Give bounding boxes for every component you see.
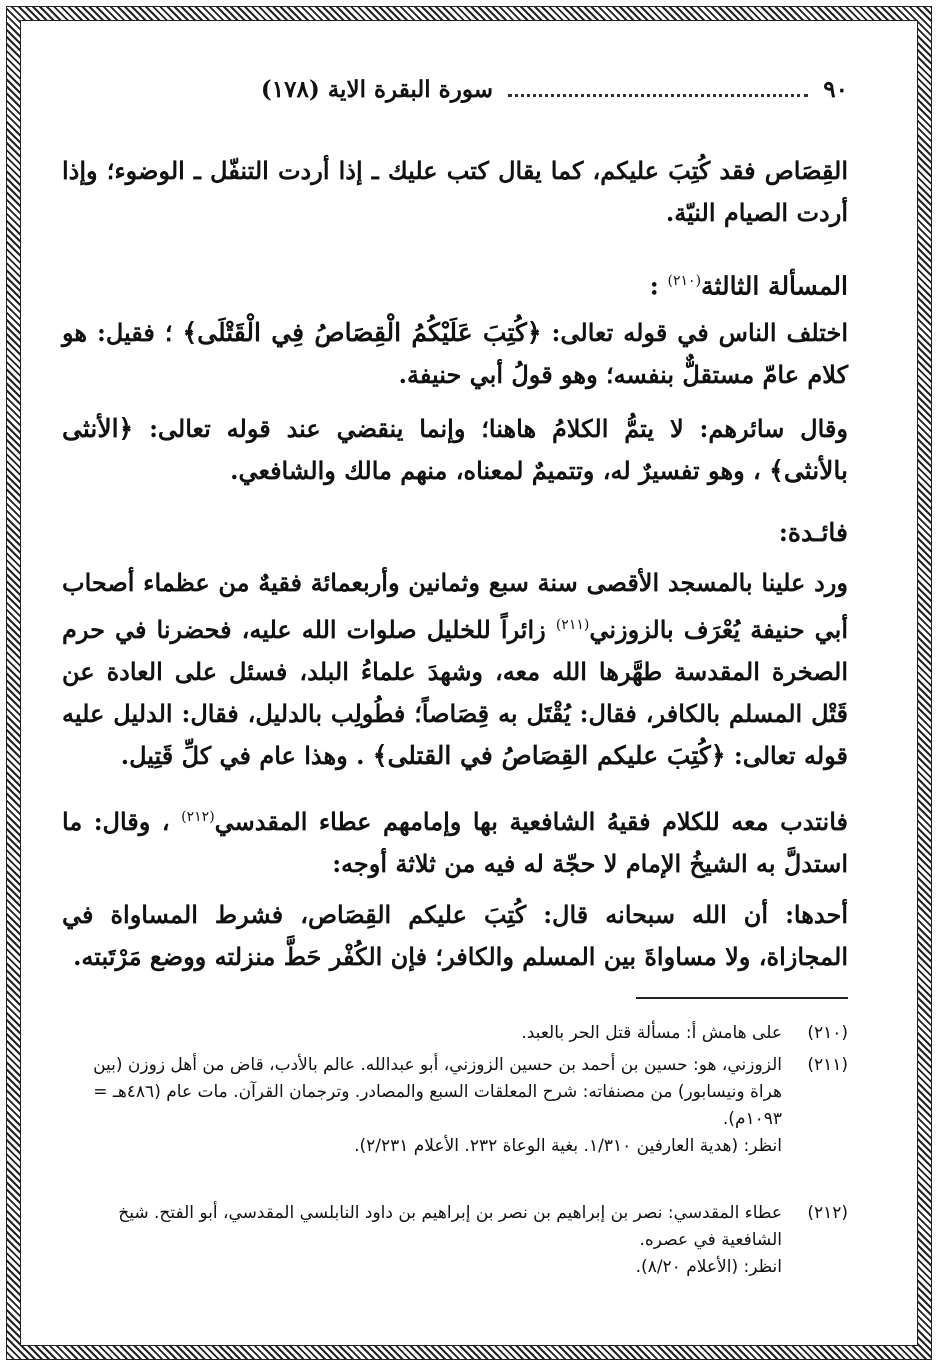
paragraph-4-part-1: ورد علينا بالمسجد الأقصى سنة سبع وثمانين وأربعمائة فقيهٌ من عظماء أصحاب أبي حنيفة يُعْرَف بالزوزني bbox=[62, 568, 848, 644]
header-leader-dots bbox=[508, 74, 808, 97]
footnote-ref-212: (٢١٢) bbox=[181, 809, 215, 825]
footnote-reference: انظر: (هدية العارفين ١/٣١٠. بغية الوعاة ٢٣٢. الأعلام ٢/٢٣١). bbox=[354, 1136, 782, 1156]
footnote-reference: انظر: (الأعلام ٨/٢٠). bbox=[635, 1257, 782, 1277]
paragraph-3-rest: ، وهو تفسيرٌ له، وتتميمٌ لمعناه، منهم مالك والشافعي. bbox=[230, 456, 761, 485]
footnote-number: (٢١١) bbox=[807, 1055, 848, 1075]
footnote-ref-210: (٢١٠) bbox=[667, 273, 702, 289]
section-heading bbox=[650, 260, 848, 307]
footnote-211 bbox=[62, 1052, 848, 1160]
paragraph-3 bbox=[62, 408, 848, 492]
quran-verse-2: ﴿الأنثى بالأنثى﴾ bbox=[62, 414, 848, 485]
chapter-title: سورة البقرة الاية (١٧٨) bbox=[260, 76, 493, 103]
section-heading-text: المسألة الثالثة bbox=[701, 271, 848, 301]
footnote-212 bbox=[62, 1200, 848, 1281]
footnote-text: عطاء المقدسي: نصر بن إبراهيم بن نصر بن إبراهيم بن داود النابلسي المقدسي، أبو الفتح. شيخ الشافعية في عصره. bbox=[118, 1203, 782, 1250]
footnote-separator bbox=[636, 997, 848, 999]
footnote-text: على هامش أ: مسألة قتل الحر بالعبد. bbox=[521, 1023, 782, 1043]
running-header bbox=[62, 70, 848, 110]
quran-verse-3: ﴿كُتِبَ عليكم القِصَاصُ في القتلى﴾ bbox=[372, 741, 726, 770]
page-number: ٩٠ bbox=[823, 76, 848, 103]
paragraph-2 bbox=[62, 312, 848, 396]
paragraph-1: القِصَاص فقد كُتِبَ عليكم، كما يقال كتب عليك ـ إذا أردت التنفّل ـ الوضوء؛ وإذا أردت الصيام النيّة. bbox=[62, 156, 848, 227]
benefit-heading: فائـدة: bbox=[778, 518, 848, 547]
paragraph-2-rest: ؛ فقيل: هو كلام عامّ مستقلٌّ بنفسه؛ وهو قولُ أبي حنيفة. bbox=[62, 318, 848, 389]
footnote-text: الزوزني، هو: حسين بن أحمد بن حسين الزوزني، أبو عبدالله. عالم بالأدب، قاض من أهل زوزن (بين هراة ونيسابور) من مصنفاته: شرح المعلقات السبع والمصادر. وترجمان القرآن. مات عام (٤٨٦هـ = ١٠٩٣م). bbox=[93, 1055, 782, 1129]
footnote-210 bbox=[62, 1020, 848, 1047]
section-heading-colon: : bbox=[649, 271, 659, 301]
quran-verse-1: ﴿كُتِبَ عَلَيْكُمُ الْقِصَاصُ فِي الْقَتْلَى﴾ bbox=[182, 318, 542, 347]
paragraph-4-part-2: زائراً للخليل صلوات الله عليه، فحضرنا في حرم الصخرة المقدسة طهَّرها الله معه، وشهدَ علماءُ البلد، فسئل على العادة عن قَتْل المسلم بالكافر، فقال: يُقْتَل به قِصَاصاً؛ فطُولِب بالدليل، فقال: الدليل عليه قوله تعالى: bbox=[62, 615, 848, 770]
paragraph-4 bbox=[62, 562, 848, 777]
footnote-number: (٢١٠) bbox=[807, 1023, 848, 1043]
paragraph-5 bbox=[62, 796, 848, 885]
paragraph-2-intro: اختلف الناس في قوله تعالى: bbox=[551, 318, 849, 347]
paragraph-3-intro: وقال سائرهم: لا يتمُّ الكلامُ هاهنا؛ وإنما ينقضي عند قوله تعالى: bbox=[149, 414, 848, 443]
footnote-number: (٢١٢) bbox=[807, 1203, 848, 1223]
paragraph-5-part-2: ، وقال: ما استدلَّ به الشيخُ الإمام لا حجّة له فيه من ثلاثة أوجه: bbox=[62, 807, 848, 878]
paragraph-5-part-1: فانتدب معه للكلام فقيهُ الشافعية بها وإمامهم عطاء المقدسي bbox=[214, 807, 849, 836]
paragraph-4-part-3: . وهذا عام في كلِّ قَتِيل. bbox=[120, 741, 365, 770]
paragraph-6: أحدها: أن الله سبحانه قال: كُتِبَ عليكم القِصَاص، فشرط المساواة في المجازاة، ولا مساواةَ بين المسلم والكافر؛ فإن الكُفْر حَطَّ منزلته ووضع مَرْتَبته. bbox=[62, 900, 848, 971]
document-page bbox=[62, 50, 848, 1340]
footnote-ref-211: (٢١١) bbox=[555, 617, 590, 633]
